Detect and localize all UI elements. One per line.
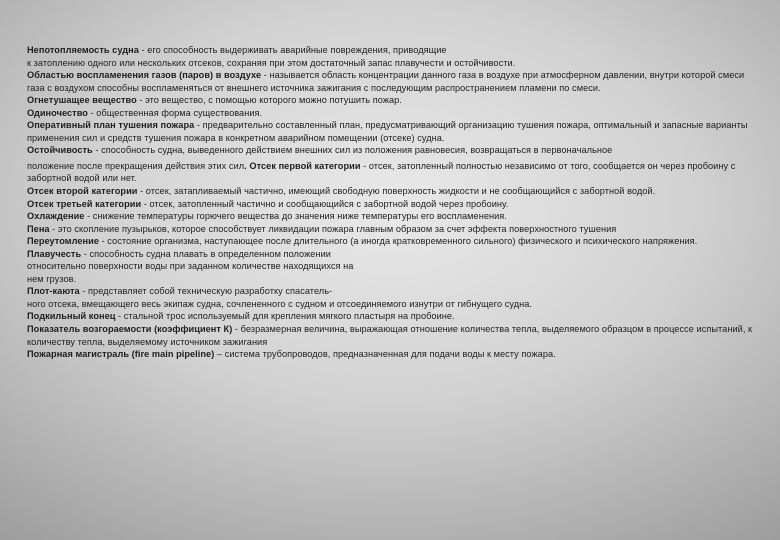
entry-definition: - отсек, затапливаемый частично, имеющий свободную поверхность жидкости и не сообщающийся с забортной водой. — [137, 186, 656, 197]
entry-term: Переутомление — [27, 236, 99, 247]
entry-definition: - это скопление пузырьков, которое способствует ликвидации пожара главным образом за счет эффекта поверхностного тушения — [49, 223, 617, 234]
entry-term: Показатель возгораемости (коэффициент К) — [27, 324, 233, 335]
entry-plot-kayuta — [27, 285, 759, 310]
entry-definition: - снижение температуры горючего вещества до значения ниже температуры его воспламенения. — [84, 211, 507, 222]
entry-term: Плавучесть — [27, 248, 82, 259]
entry-definition: - состояние организма, наступающее после длительного (а иногда кратковременного сильного) физического и психического напряжения. — [98, 236, 698, 247]
entry-term: Охлаждение — [27, 211, 85, 222]
entry-term: Пена — [27, 223, 50, 234]
entry-pokazatel-vozgoraemosti — [27, 323, 759, 348]
entry-term: Пожарная магистраль (fire main pipeline) — [27, 349, 215, 360]
entry-term: Непотопляемость судна — [27, 45, 139, 55]
entry-otsek-tretey-kategorii — [27, 198, 759, 211]
entry-otsek-vtoroy-kategorii — [27, 185, 759, 198]
entry-definition: - его способность выдерживать аварийные повреждения, приводящие к затоплению одного или нескольких отсеков, сохраняя при этом достаточный запас плавучести и остойчивости. — [27, 45, 516, 68]
glossary-text — [27, 44, 759, 361]
entry-term: Областью воспламенения газов (паров) в воздухе — [27, 70, 262, 81]
entry-definition: - предварительно составленный план, предусматривающий организацию тушения пожара, оптимальный и запасные варианты применения сил и средств тушения пожара в конкретном аварийном помещении (отсеке) судна. — [27, 120, 748, 143]
entry-ostoychivost — [27, 144, 759, 157]
entry-term: Подкильный конец — [27, 311, 116, 322]
entry-definition: - стальной трос используемый для крепления мягкого пластыря на пробоине. — [115, 311, 455, 322]
entry-plavuchest — [27, 248, 759, 286]
entry-term: Отсек третьей категории — [27, 198, 142, 209]
entry-term: Плот-каюта — [27, 286, 80, 297]
entry-definition: - называется область концентрации данного газа в воздухе при атмосферном давлении, внутри которой смеси газа с воздухом способны воспламеняться от внешнего источника зажигания с последующим распространением пламени по смеси. — [27, 70, 745, 93]
entry-term: Оперативный план тушения пожара — [27, 120, 195, 131]
entry-definition: - представляет собой техническую разработку спасатель- ного отсека, вмещающего весь экипаж судна, сочлененного с судном и отсоединяемого изнутри от гибнущего судна. — [27, 286, 533, 309]
entry-term: Отсек второй категории — [27, 186, 138, 197]
entry-pereutomlenie — [27, 235, 759, 248]
entry-otsek-pervoy-kategorii — [27, 160, 759, 185]
entry-pena — [27, 223, 759, 236]
entry-definition: - способность судна, выведенного действием внешних сил из положения равновесия, возвращаться в первоначальное — [92, 145, 613, 156]
entry-definition: - способность судна плавать в определенном положении относительно поверхности воды при заданном количестве находящихся на нем грузов. — [27, 248, 354, 284]
entry-oblast-vosplameneniya — [27, 69, 759, 94]
entry-definition: - отсек, затопленный частично и сообщающийся с забортной водой через пробоину. — [141, 198, 509, 209]
entry-nepotoplyaemost — [27, 44, 759, 69]
entry-term: Одиночество — [27, 107, 88, 118]
entry-ognetushashchee-veshchestvo — [27, 94, 759, 107]
entry-definition: – система трубопроводов, предназначенная для подачи воды к месту пожара. — [214, 349, 556, 360]
entry-definition: - это вещество, с помощью которого можно потушить пожар. — [136, 95, 402, 106]
entry-definition: - общественная форма существования. — [87, 107, 263, 118]
entry-definition: - безразмерная величина, выражающая отношение количества тепла, выделяемого образцом в процессе испытаний, к количеству тепла, выделяемому источником зажигания — [27, 324, 753, 347]
entry-term: Огнетушащее вещество — [27, 95, 137, 106]
entry-definition: положение после прекращения действия этих сил — [27, 160, 245, 171]
entry-okhlazhdenie — [27, 210, 759, 223]
entry-pozharnaya-magistral — [27, 348, 759, 361]
entry-term: Остойчивость — [27, 145, 93, 156]
entry-term-second: . Отсек первой категории — [244, 160, 361, 171]
entry-podkilny-konets — [27, 310, 759, 323]
entry-operativny-plan — [27, 119, 759, 144]
entry-definition-second: - отсек, затопленный полностью независимо от того, сообщается он через пробоину с забортной водой или нет. — [27, 160, 736, 184]
entry-odinochestvo — [27, 107, 759, 120]
